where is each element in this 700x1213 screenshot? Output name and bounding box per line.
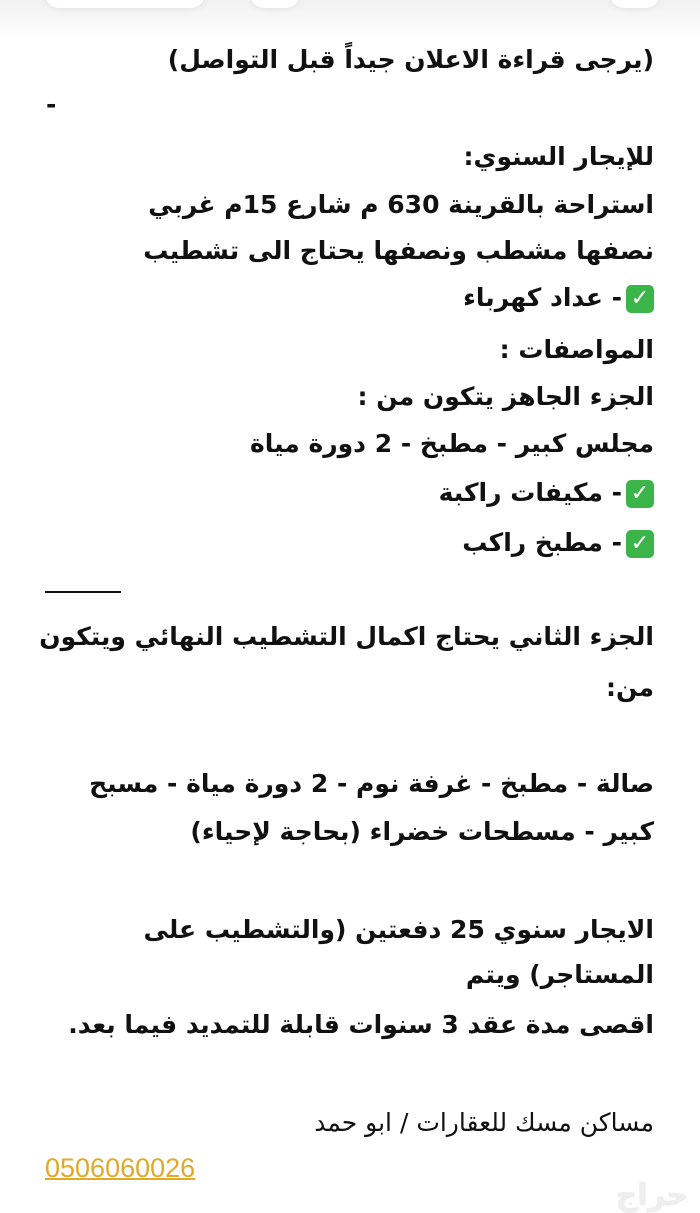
second-part-text: الجزء الثاني يحتاج اكمال التشطيب النهائي ويتكون — [39, 622, 654, 651]
check-mark-icon: ✓ — [626, 285, 654, 313]
check-item-electricity — [463, 280, 654, 316]
divider — [45, 591, 121, 593]
finish-text: نصفها مشطب ونصفها يحتاج الى تشطيب — [143, 236, 654, 265]
check-item-kitchen — [462, 525, 654, 561]
top-button[interactable] — [250, 0, 300, 8]
annual-rent-heading: للإيجار السنوي: — [463, 142, 654, 171]
check-mark-icon: ✓ — [626, 480, 654, 508]
top-bar — [0, 0, 700, 40]
rent-text: اقصى مدة عقد 3 سنوات قابلة للتمديد فيما بعد. — [68, 1010, 654, 1039]
check-item-label: - مطبخ راكب — [462, 528, 622, 557]
check-mark-icon: ✓ — [626, 530, 654, 558]
second-items-text: صالة - مطبخ - غرفة نوم - 2 دورة مياة - مسبح — [89, 769, 654, 798]
ready-part-items: مجلس كبير - مطبخ - 2 دورة مياة — [249, 429, 654, 458]
rent-text: المستاجر) ويتم — [465, 960, 654, 989]
rent-text: الايجار سنوي 25 دفعتين (والتشطيب على — [143, 915, 654, 944]
location-text: استراحة بالقرينة 630 م شارع 15م غربي — [148, 190, 654, 219]
top-button[interactable] — [610, 0, 660, 8]
dash-text: - — [46, 90, 57, 119]
check-item-label: - مكيفات راكبة — [438, 478, 622, 507]
second-items-text: كبير - مسطحات خضراء (بحاجة لإحياء) — [190, 817, 654, 846]
specs-heading: المواصفات : — [499, 335, 654, 364]
phone-link[interactable]: 0506060026 — [45, 1153, 196, 1183]
check-item-label: - عداد كهرباء — [463, 283, 622, 312]
second-part-text: من: — [606, 673, 654, 702]
top-button[interactable] — [45, 0, 205, 8]
check-item-ac — [439, 475, 654, 511]
notice-text: (يرجى قراءة الاعلان جيداً قبل التواصل) — [167, 45, 654, 74]
ready-part-heading: الجزء الجاهز يتكون من : — [357, 382, 654, 411]
agency-text: مساكن مسك للعقارات / ابو حمد — [314, 1108, 654, 1137]
haraj-watermark: حراج — [615, 1178, 688, 1213]
